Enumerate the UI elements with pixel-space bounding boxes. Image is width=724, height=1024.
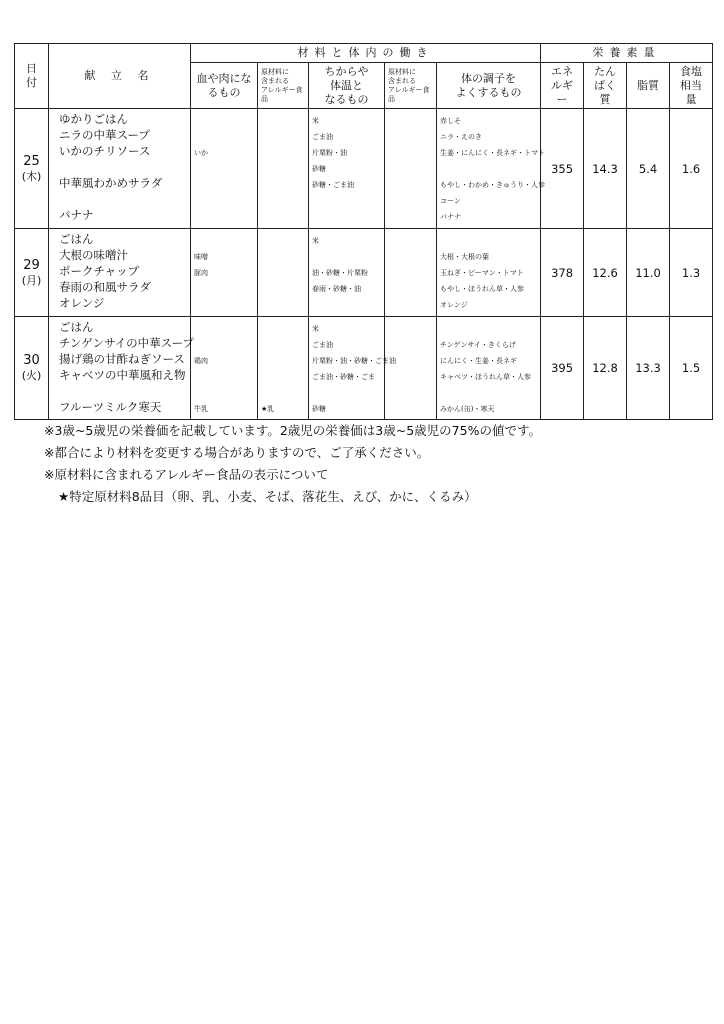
ingredient-line: 赤しそ bbox=[440, 117, 461, 125]
dish-name: 大根の味噌汁 bbox=[59, 248, 128, 262]
dish-name: ポークチャップ bbox=[59, 264, 140, 278]
energy-value: 395 bbox=[541, 317, 584, 420]
energy-body-list bbox=[309, 317, 396, 420]
ingredient-line: もやし・わかめ・きゅうり・人参 bbox=[440, 181, 545, 189]
ingredient-line bbox=[261, 145, 306, 161]
ingredient-line bbox=[388, 145, 434, 161]
allergy-list-1 bbox=[258, 109, 309, 229]
allergy-list-1 bbox=[258, 229, 309, 317]
ingredient-line bbox=[312, 249, 382, 265]
date-cell bbox=[15, 229, 49, 317]
dish-name: 中華風わかめサラダ bbox=[59, 176, 163, 190]
ingredient-line: 生姜・にんにく・長ネギ・トマト bbox=[440, 149, 545, 157]
ingredient-line: ごま油・砂糖・ごま bbox=[312, 373, 375, 381]
ingredient-line bbox=[388, 297, 434, 313]
energy-value: 355 bbox=[541, 109, 584, 229]
ingredient-line: バナナ bbox=[440, 213, 461, 221]
ingredient-line bbox=[388, 209, 434, 225]
ingredient-line: コーン bbox=[440, 197, 461, 205]
energy-value: 378 bbox=[541, 229, 584, 317]
ingredient-line bbox=[312, 297, 382, 313]
dish-name: フルーツミルク寒天 bbox=[59, 400, 162, 414]
fat-value: 11.0 bbox=[627, 229, 670, 317]
fat-value: 13.3 bbox=[627, 317, 670, 420]
ingredient-line: チンゲンサイ・きくらげ bbox=[440, 341, 516, 349]
ingredient-line bbox=[194, 193, 255, 209]
dish-name: ゆかりごはん bbox=[59, 112, 128, 126]
note-nutrition: ※3歳~5歳児の栄養価を記載しています。2歳児の栄養価は3歳~5歳児の75%の値です。 bbox=[44, 423, 541, 438]
fat-value: 5.4 bbox=[627, 109, 670, 229]
blood-meat-list bbox=[191, 109, 258, 229]
dish-name bbox=[59, 383, 190, 399]
ingredient-line bbox=[261, 337, 306, 353]
ingredient-line: にんにく・生姜・長ネギ bbox=[440, 357, 517, 365]
day-of-week: (木) bbox=[21, 169, 42, 183]
menu-table bbox=[14, 43, 713, 420]
ingredient-line bbox=[194, 321, 255, 337]
ingredient-line bbox=[261, 281, 306, 297]
ingredient-line: ニラ・えのき bbox=[440, 133, 482, 141]
day-number: 30 bbox=[23, 353, 40, 368]
ingredient-line bbox=[261, 369, 306, 385]
dish-list bbox=[49, 317, 195, 420]
dish-list bbox=[49, 109, 191, 229]
ingredient-line bbox=[261, 233, 306, 249]
salt-value: 1.6 bbox=[670, 109, 713, 229]
dish-name: ニラの中華スープ bbox=[59, 128, 150, 142]
ingredient-line: 米 bbox=[312, 237, 319, 245]
header-date: 日 付 bbox=[15, 44, 49, 109]
ingredient-line bbox=[261, 321, 306, 337]
ingredient-line: 大根・大根の葉 bbox=[440, 253, 489, 261]
ingredient-line bbox=[261, 113, 306, 129]
allergy-list-2 bbox=[385, 229, 437, 317]
ingredient-line bbox=[261, 249, 306, 265]
note-material-change: ※都合により材料を変更する場合がありますので、ご了承ください。 bbox=[44, 445, 430, 460]
note-specific-allergens: ★特定原材料8品目（卵、乳、小麦、そば、落花生、えび、かに、くるみ） bbox=[58, 489, 477, 504]
protein-value: 12.6 bbox=[584, 229, 627, 317]
ingredient-line bbox=[261, 161, 306, 177]
ingredient-line: 春雨・砂糖・油 bbox=[312, 285, 361, 293]
header-nutrients-group: 栄養素量 bbox=[541, 44, 713, 63]
ingredient-line bbox=[261, 193, 306, 209]
ingredient-line bbox=[194, 233, 255, 249]
menu-row bbox=[15, 317, 713, 420]
salt-value: 1.3 bbox=[670, 229, 713, 317]
ingredient-line bbox=[440, 321, 538, 337]
ingredient-line bbox=[261, 385, 306, 401]
allergy-list-2 bbox=[385, 109, 437, 229]
ingredient-line bbox=[388, 385, 434, 401]
ingredient-line: 豚肉 bbox=[194, 269, 208, 277]
dish-name bbox=[59, 159, 190, 175]
ingredient-line bbox=[194, 369, 255, 385]
dish-name: いかのチリソース bbox=[59, 144, 151, 158]
ingredient-line bbox=[388, 177, 434, 193]
dish-name: チンゲンサイの中華スープ bbox=[59, 336, 195, 350]
ingredient-line bbox=[261, 353, 306, 369]
dish-name: ごはん bbox=[59, 232, 94, 246]
allergy-list-1 bbox=[258, 317, 309, 420]
allergy-list-2 bbox=[385, 317, 437, 420]
dish-name: キャベツの中華風和え物 bbox=[59, 368, 186, 382]
protein-value: 14.3 bbox=[584, 109, 627, 229]
menu-row bbox=[15, 229, 713, 317]
ingredient-line bbox=[388, 337, 434, 353]
ingredient-line: みかん(缶)・寒天 bbox=[440, 405, 495, 413]
header-fat: 脂質 bbox=[627, 63, 670, 109]
dish-name: バナナ bbox=[59, 208, 94, 222]
ingredient-line bbox=[194, 281, 255, 297]
notes bbox=[44, 420, 541, 508]
ingredient-line: 油・砂糖・片栗粉 bbox=[312, 269, 368, 277]
date-cell bbox=[15, 109, 49, 229]
energy-body-list bbox=[309, 229, 385, 317]
header-salt: 食塩 相当 量 bbox=[670, 63, 713, 109]
ingredient-line: 砂糖 bbox=[312, 405, 326, 413]
dish-name: ごはん bbox=[59, 320, 94, 334]
ingredient-line: 味噌 bbox=[194, 253, 208, 261]
header-menu-name: 献 立 名 bbox=[49, 44, 191, 109]
ingredient-line: ごま油 bbox=[312, 341, 333, 349]
condition-list bbox=[437, 229, 541, 317]
ingredient-line bbox=[194, 113, 255, 129]
menu-row bbox=[15, 109, 713, 229]
dish-name bbox=[59, 191, 190, 207]
ingredient-line bbox=[388, 369, 434, 385]
ingredient-line bbox=[388, 113, 434, 129]
header-allergy-2: 原材料に 含まれる アレルギー食品 bbox=[385, 63, 437, 109]
ingredient-line bbox=[440, 233, 538, 249]
menu-body bbox=[15, 109, 713, 420]
ingredient-line bbox=[388, 265, 434, 281]
ingredient-line bbox=[388, 233, 434, 249]
ingredient-line bbox=[261, 129, 306, 145]
note-allergy-display: ※原材料に含まれるアレルギー食品の表示について bbox=[44, 467, 329, 482]
ingredient-line: もやし・ほうれん草・人参 bbox=[440, 285, 524, 293]
ingredient-line bbox=[194, 129, 255, 145]
condition-list bbox=[437, 317, 541, 420]
ingredient-line: 米 bbox=[312, 325, 319, 333]
ingredient-line: いか bbox=[194, 149, 208, 157]
condition-list bbox=[437, 109, 545, 229]
ingredient-line: オレンジ bbox=[440, 301, 468, 309]
ingredient-line bbox=[194, 177, 255, 193]
ingredient-line: 片栗粉・油・砂糖・ごま油 bbox=[312, 357, 396, 365]
day-number: 29 bbox=[23, 257, 40, 273]
date-cell bbox=[15, 317, 49, 420]
ingredient-line bbox=[261, 297, 306, 313]
ingredient-line bbox=[194, 209, 255, 225]
day-number: 25 bbox=[23, 153, 40, 169]
ingredient-line bbox=[194, 385, 255, 401]
ingredient-line bbox=[388, 401, 434, 417]
ingredient-line bbox=[194, 161, 255, 177]
ingredient-line: 玉ねぎ・ピーマン・トマト bbox=[440, 269, 524, 277]
day-of-week: (月) bbox=[21, 273, 42, 287]
blood-meat-list bbox=[191, 229, 258, 317]
ingredient-line bbox=[388, 193, 434, 209]
ingredient-line: 米 bbox=[312, 117, 319, 125]
ingredient-line bbox=[388, 161, 434, 177]
header-condition: 体の調子を よくするもの bbox=[437, 63, 541, 109]
header-materials-group: 材料と体内の働き bbox=[191, 44, 541, 63]
ingredient-line: ごま油 bbox=[312, 133, 333, 141]
ingredient-line bbox=[312, 193, 382, 209]
dish-name: オレンジ bbox=[59, 296, 105, 310]
header-energy-body: ちからや 体温と なるもの bbox=[309, 63, 385, 109]
ingredient-line bbox=[261, 209, 306, 225]
energy-body-list bbox=[309, 109, 385, 229]
ingredient-line: ★乳 bbox=[261, 405, 275, 413]
ingredient-line: キャベツ・ほうれん草・人参 bbox=[440, 373, 531, 381]
ingredient-line bbox=[194, 337, 255, 353]
ingredient-line bbox=[194, 297, 255, 313]
ingredient-line bbox=[388, 129, 434, 145]
day-of-week: (火) bbox=[21, 369, 42, 382]
dish-list bbox=[49, 229, 191, 317]
ingredient-line bbox=[440, 161, 538, 177]
dish-name: 春雨の和風サラダ bbox=[59, 280, 151, 294]
ingredient-line bbox=[440, 385, 538, 401]
dish-name: 揚げ鶏の甘酢ねぎソース bbox=[59, 352, 185, 366]
ingredient-line bbox=[388, 321, 434, 337]
ingredient-line: 鶏肉 bbox=[194, 357, 208, 365]
header-protein: たん ぱく 質 bbox=[584, 63, 627, 109]
header-energy: エネ ルギ ー bbox=[541, 63, 584, 109]
ingredient-line: 片栗粉・油 bbox=[312, 149, 347, 157]
ingredient-line: 砂糖・ごま油 bbox=[312, 181, 354, 189]
ingredient-line bbox=[388, 281, 434, 297]
protein-value: 12.8 bbox=[584, 317, 627, 420]
ingredient-line bbox=[312, 385, 382, 401]
blood-meat-list bbox=[191, 317, 258, 420]
ingredient-line bbox=[312, 209, 382, 225]
ingredient-line: 牛乳 bbox=[194, 405, 208, 413]
ingredient-line: 砂糖 bbox=[312, 165, 326, 173]
salt-value: 1.5 bbox=[670, 317, 713, 420]
ingredient-line bbox=[388, 249, 434, 265]
ingredient-line bbox=[261, 265, 306, 281]
ingredient-line bbox=[261, 177, 306, 193]
header-blood-meat: 血や肉にな るもの bbox=[191, 63, 258, 109]
header-allergy-1: 原材料に 含まれる アレルギー食品 bbox=[258, 63, 309, 109]
